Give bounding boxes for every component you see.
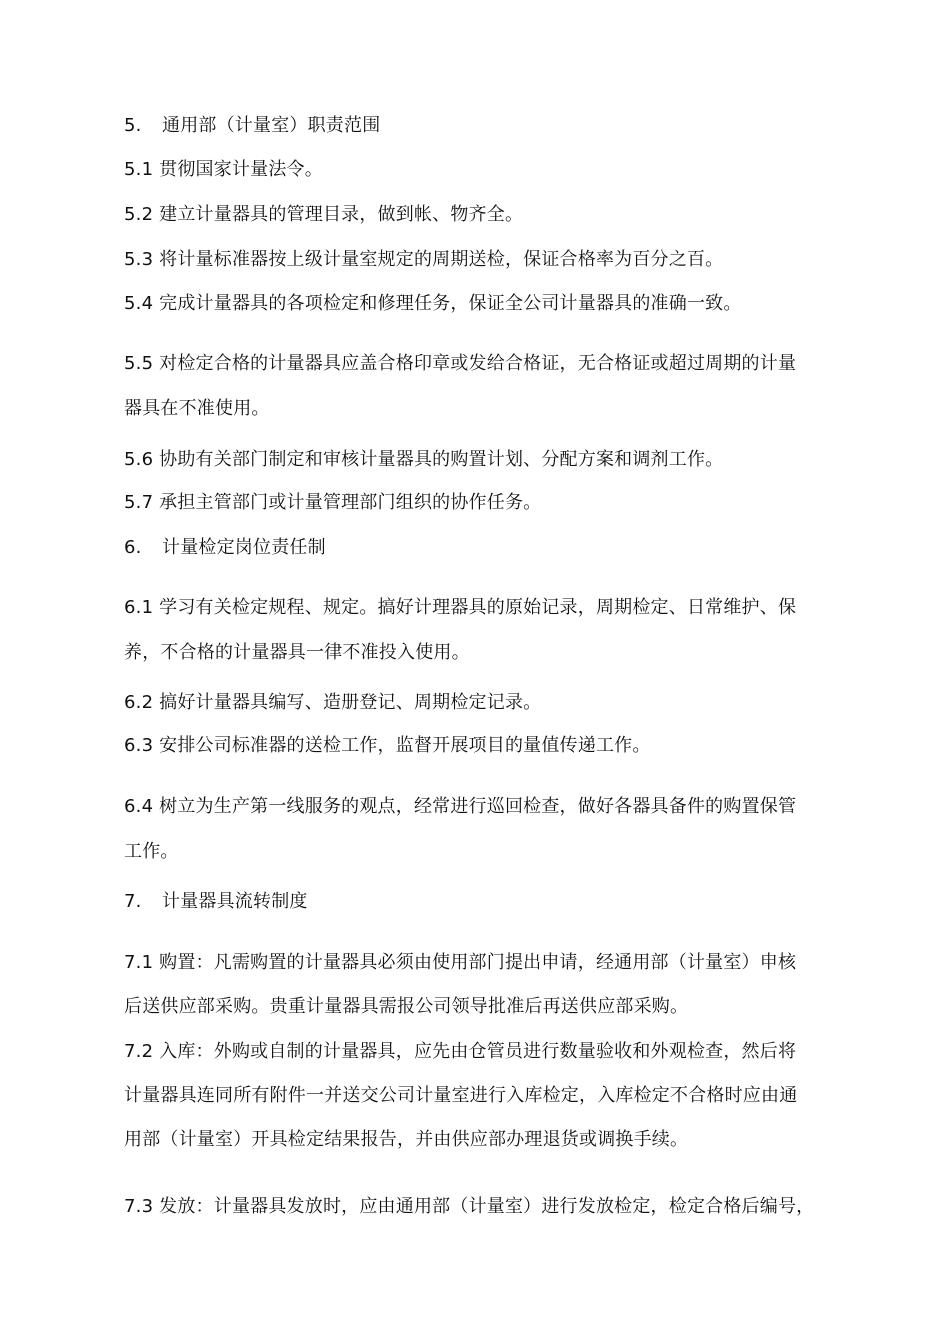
paragraph-line: 7.2 入库：外购或自制的计量器具，应先由仓管员进行数量验收和外观检查，然后将 [124,1041,797,1062]
paragraph-line: 6.1 学习有关检定规程、规定。搞好计理器具的原始记录，周期检定、日常维护、保 [124,597,797,618]
paragraph-line: 6.4 树立为生产第一线服务的观点，经常进行巡回检查，做好各器具备件的购置保管 [124,796,797,817]
section-heading [124,536,844,560]
section-title: 计量检定岗位责任制 [162,537,326,558]
paragraph-line: 工作。 [124,841,179,862]
paragraph-line: 5.6 协助有关部门制定和审核计量器具的购置计划、分配方案和调剂工作。 [124,449,724,470]
section-title: 计量器具流转制度 [162,891,308,912]
paragraph-line: 用部（计量室）开具检定结果报告，并由供应部办理退货或调换手续。 [124,1129,689,1150]
paragraph-line: 5.3 将计量标准器按上级计量室规定的周期送检，保证合格率为百分之百。 [124,249,724,270]
paragraph-line: 5.4 完成计量器具的各项检定和修理任务，保证全公司计量器具的准确一致。 [124,293,742,314]
paragraph-line: 5.7 承担主管部门或计量管理部门组织的协作任务。 [124,492,542,513]
paragraph-line: 器具在不准使用。 [124,398,270,419]
paragraph-line: 后送供应部采购。贵重计量器具需报公司领导批准后再送供应部采购。 [124,996,689,1017]
paragraph-line: 计量器具连同所有附件一并送交公司计量室进行入库检定，入库检定不合格时应由通 [124,1085,798,1106]
paragraph-line: 6.3 安排公司标准器的送检工作，监督开展项目的量值传递工作。 [124,735,651,756]
paragraph-line: 7.3 发放：计量器具发放时，应由通用部（计量室）进行发放检定，检定合格后编号， [124,1196,815,1217]
paragraph-line: 养，不合格的计量器具一律不准投入使用。 [124,642,470,663]
section-title: 通用部（计量室）职责范围 [162,115,381,136]
paragraph-line: 6.2 搞好计量器具编写、造册登记、周期检定记录。 [124,692,542,713]
section-number: 7. [124,891,142,912]
paragraph-line: 5.1 贯彻国家计量法令。 [124,159,323,180]
section-heading [124,114,844,138]
section-number: 5. [124,115,142,136]
section-number: 6. [124,537,142,558]
section-heading [124,890,844,914]
paragraph-line: 7.1 购置：凡需购置的计量器具必须由使用部门提出申请，经通用部（计量室）申核 [124,952,797,973]
paragraph-line: 5.5 对检定合格的计量器具应盖合格印章或发给合格证，无合格证或超过周期的计量 [124,353,797,374]
paragraph-line: 5.2 建立计量器具的管理目录，做到帐、物齐全。 [124,204,524,225]
